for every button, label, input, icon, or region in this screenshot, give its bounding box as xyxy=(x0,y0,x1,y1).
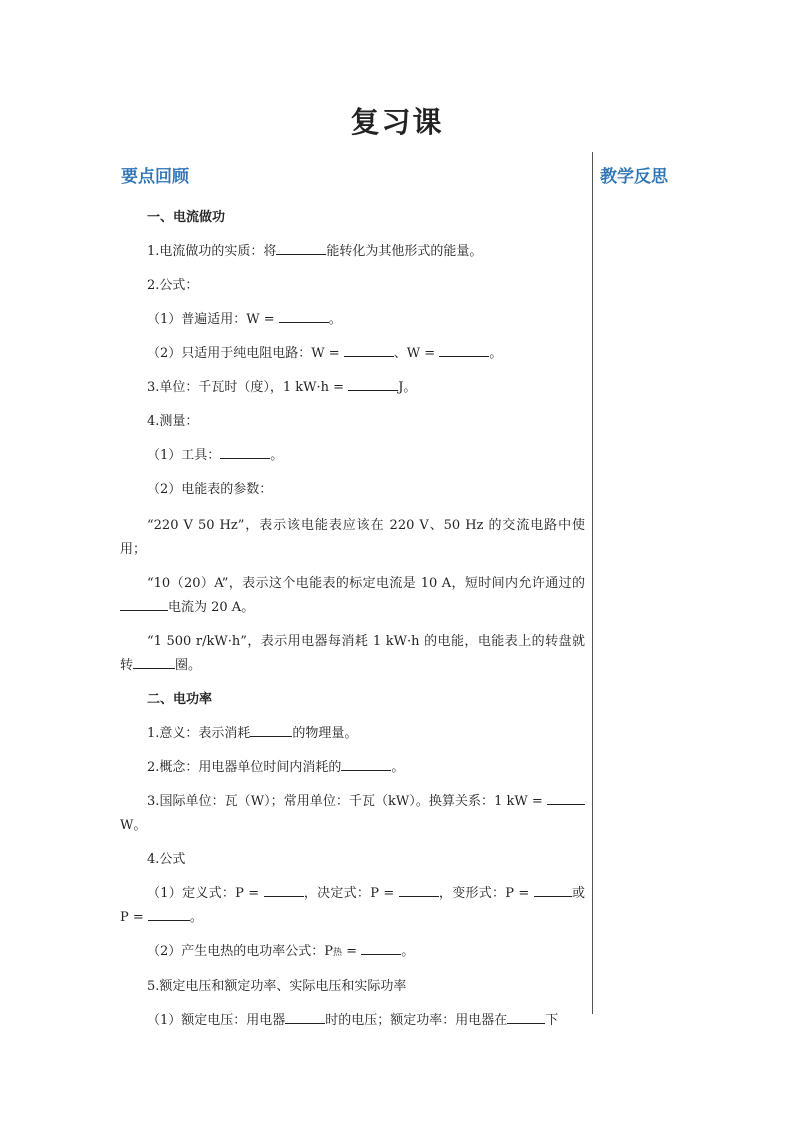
line-measurement: 4.测量： xyxy=(147,414,199,429)
fill-blank[interactable] xyxy=(279,308,329,323)
fill-blank[interactable] xyxy=(264,882,304,897)
para-current-rating: “10（20）A”，表示这个电能表的标定电流是 10 A，短时间内允许通过的电流为 20 A。 xyxy=(120,572,585,620)
line-heat-power-formula: （2）产生电热的电功率公式：P热 = 。 xyxy=(120,940,585,965)
fill-blank[interactable] xyxy=(120,596,168,611)
line-formula-pure-resistance: （2）只适用于纯电阻电路：W = 、W = 。 xyxy=(120,342,585,366)
para-revolutions: “1 500 r/kW·h”，表示用电器每消耗 1 kW·h 的电能，电能表上的转盘就转 圈。 xyxy=(120,634,585,673)
line-meter-params: （2）电能表的参数： xyxy=(147,482,273,497)
section-electric-work-heading: 一、电流做功 xyxy=(147,210,226,225)
fill-blank[interactable] xyxy=(276,240,326,255)
line-unit: 3.单位：千瓦时（度），1 kW·h = J。 xyxy=(120,376,585,400)
fill-blank[interactable] xyxy=(507,1009,545,1024)
section-electric-power-heading: 二、电功率 xyxy=(147,692,213,707)
fill-blank[interactable] xyxy=(133,654,175,669)
page-title: 复习课 xyxy=(350,105,444,139)
line-formula-general: （1）普遍适用：W = 。 xyxy=(120,308,585,332)
key-points-heading: 要点回顾 xyxy=(121,167,189,187)
fill-blank[interactable] xyxy=(439,342,489,357)
fill-blank[interactable] xyxy=(220,444,270,459)
teaching-reflection-heading: 教学反思 xyxy=(600,167,668,187)
fill-blank[interactable] xyxy=(361,940,401,955)
fill-blank[interactable] xyxy=(547,790,585,805)
fill-blank[interactable] xyxy=(285,1009,325,1024)
fill-blank[interactable] xyxy=(534,882,572,897)
fill-blank[interactable] xyxy=(344,342,394,357)
fill-blank[interactable] xyxy=(148,906,190,921)
review-content xyxy=(120,206,585,1033)
line-power-formula-label: 4.公式 xyxy=(147,852,186,867)
line-formula-label: 2.公式： xyxy=(147,278,199,293)
fill-blank[interactable] xyxy=(341,756,391,771)
line-rated-actual-heading: 5.额定电压和额定功率、实际电压和实际功率 xyxy=(147,979,407,994)
fill-blank[interactable] xyxy=(399,882,439,897)
fill-blank[interactable] xyxy=(250,722,292,737)
column-divider xyxy=(592,152,593,1014)
fill-blank[interactable] xyxy=(348,376,398,391)
line-rated-voltage: （1）额定电压：用电器 时的电压；额定功率：用电器在 下 xyxy=(120,1009,585,1033)
line-power-formulas: （1）定义式：P = ，决定式：P = ，变形式：P = 或 P = 。 xyxy=(120,882,585,930)
line-work-essence: 1.电流做功的实质：将 能转化为其他形式的能量。 xyxy=(120,240,585,264)
line-power-meaning: 1.意义：表示消耗 的物理量。 xyxy=(120,722,585,746)
line-power-units: 3.国际单位：瓦（W）；常用单位：千瓦（kW）。换算关系：1 kW = W。 xyxy=(120,790,585,838)
para-voltage-frequency: “220 V 50 Hz”，表示该电能表应该在 220 V、50 Hz 的交流电路中使用； xyxy=(120,518,585,557)
line-power-concept: 2.概念：用电器单位时间内消耗的 。 xyxy=(120,756,585,780)
line-tool: （1）工具： 。 xyxy=(120,444,585,468)
